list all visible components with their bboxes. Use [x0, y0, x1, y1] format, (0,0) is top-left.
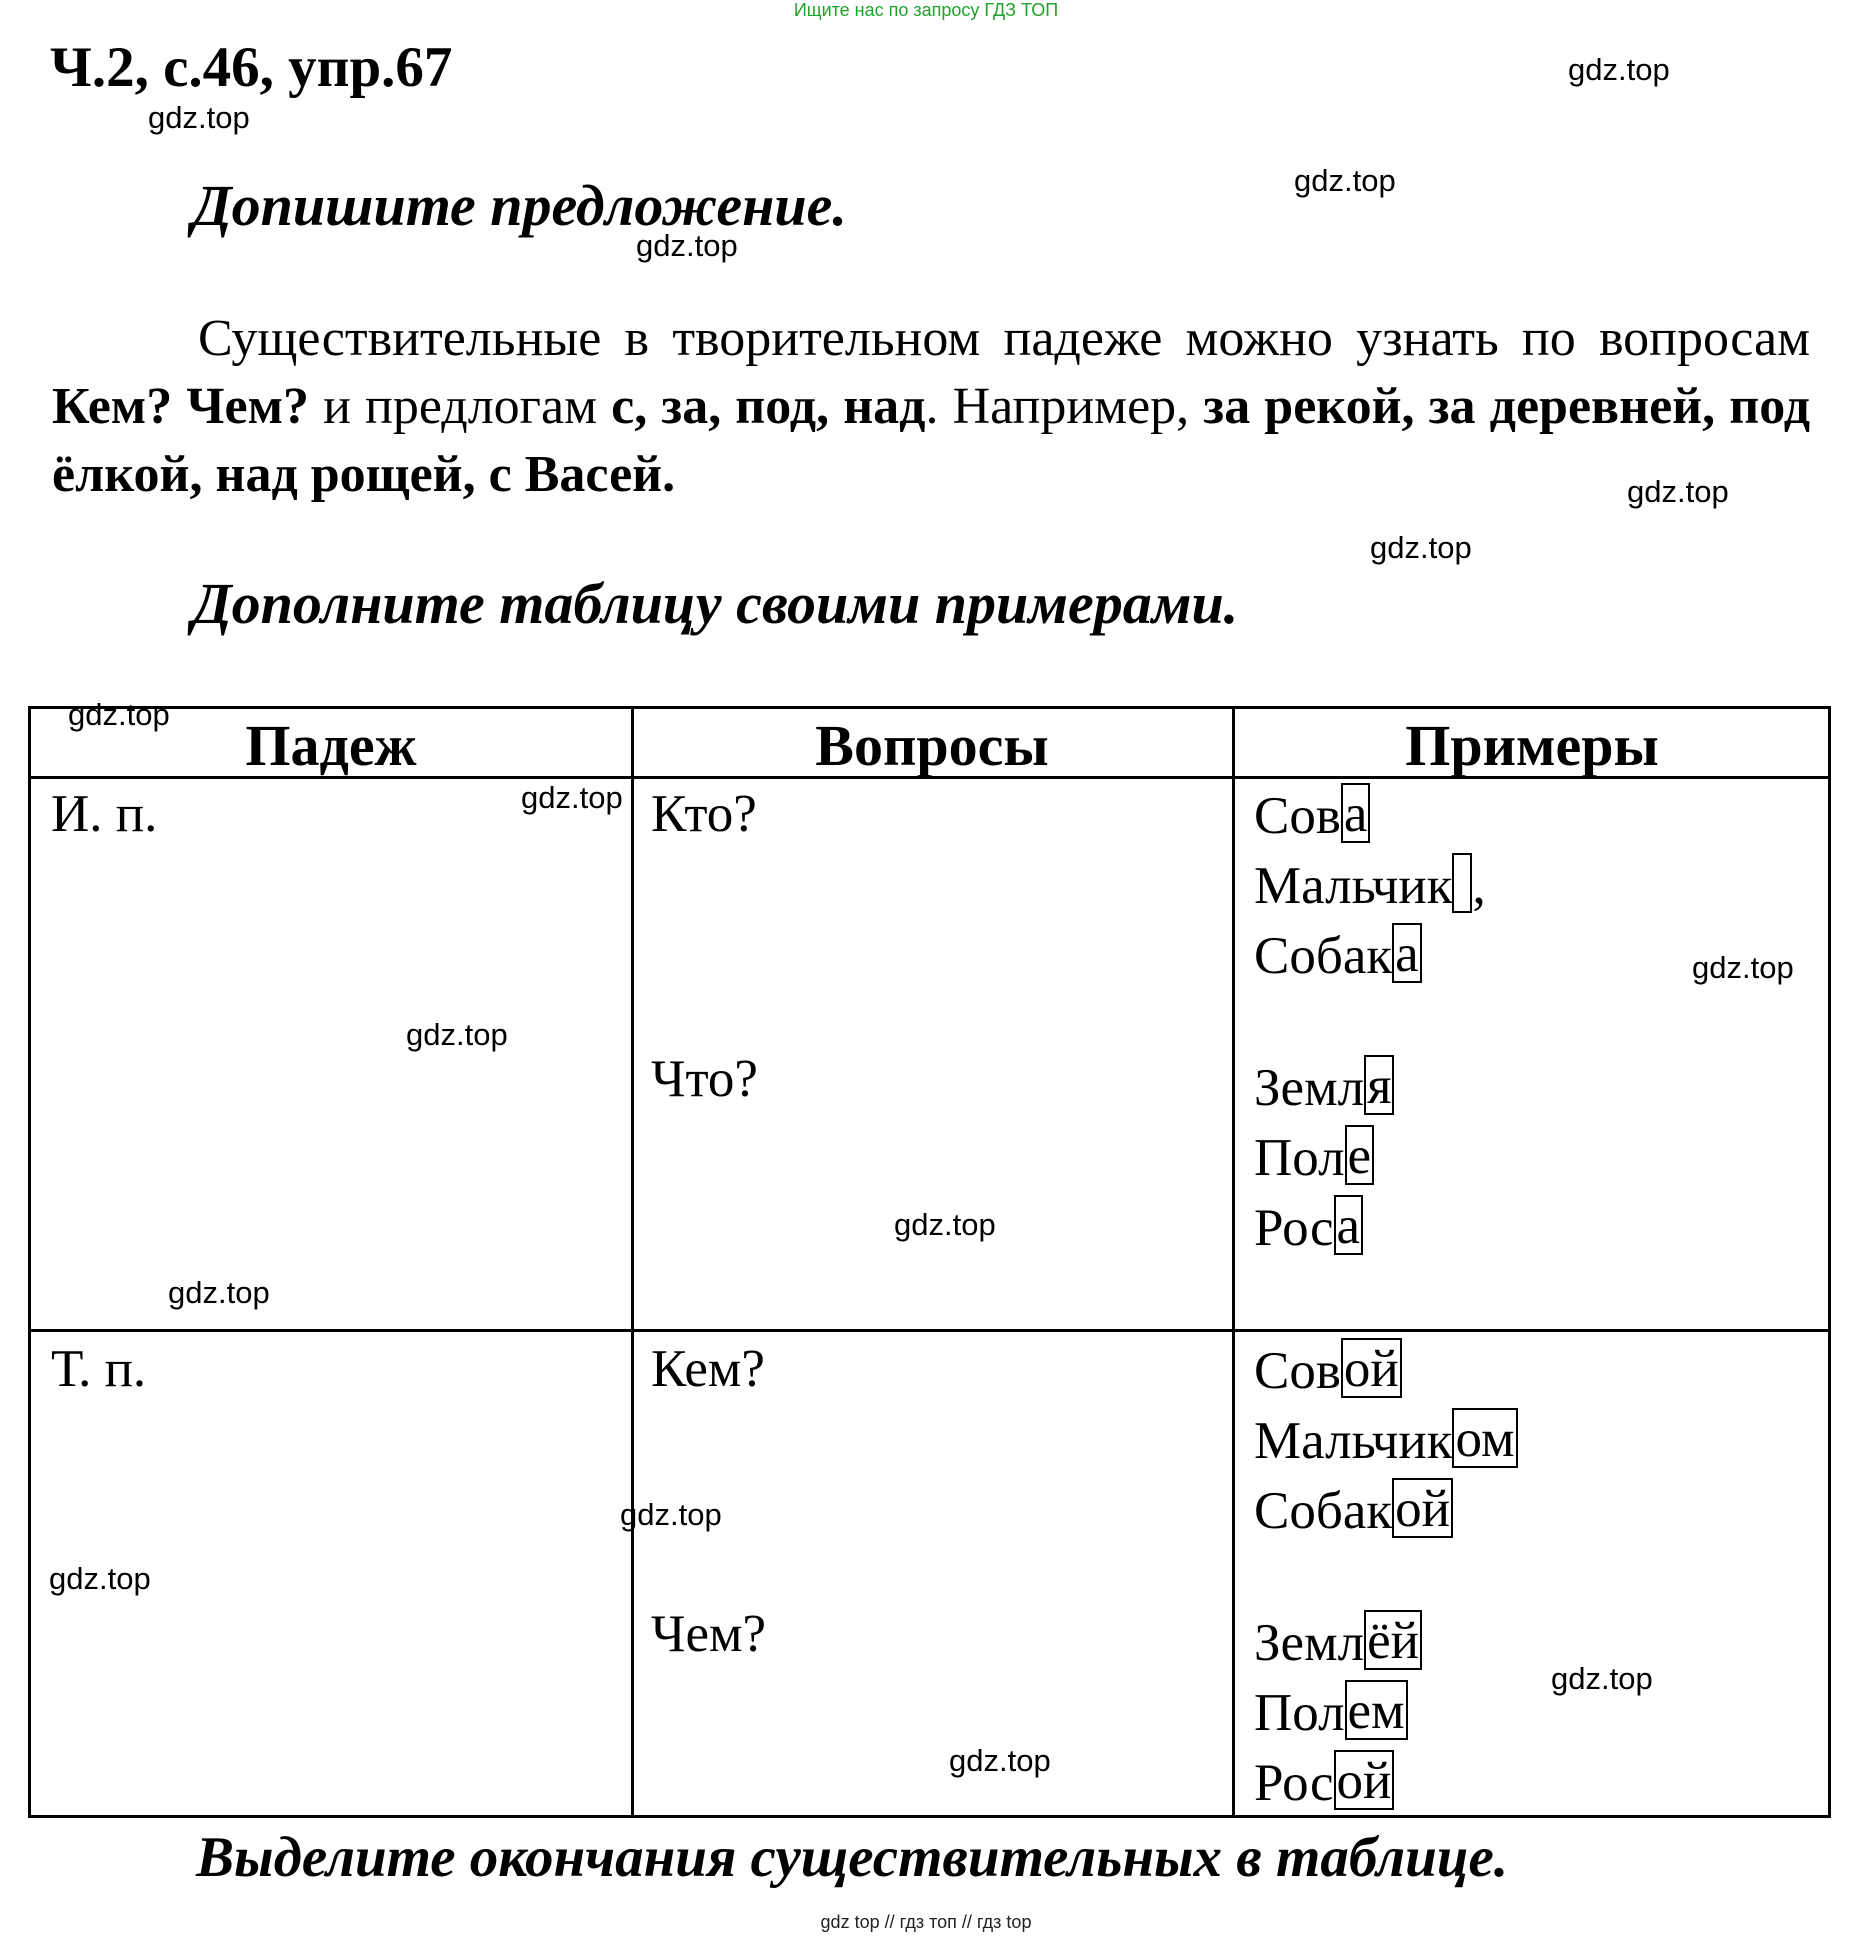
paragraph-bold-prepositions: с, за, под, над — [611, 378, 926, 435]
watermark: gdz.top — [620, 1497, 722, 1532]
watermark: gdz.top — [1692, 950, 1794, 985]
header-case: Падеж — [245, 713, 417, 778]
cases-table — [28, 706, 1831, 1818]
watermark: gdz.top — [1627, 474, 1729, 509]
question-what-nom: Что? — [651, 1050, 758, 1108]
watermark: gdz.top — [1294, 163, 1396, 198]
page-title: Ч.2, с.46, упр.67 — [50, 36, 453, 99]
paragraph-bold-examples: за рекой, за деревней, под ёлкой, над рощей, с Васей. — [52, 378, 1811, 503]
table-divider-col2 — [1232, 709, 1235, 1815]
examples-nom-inanimate — [1254, 1053, 1394, 1263]
table-divider-row — [31, 1329, 1828, 1332]
question-whom-instr: Кем? — [651, 1340, 765, 1398]
watermark: gdz.top — [1568, 52, 1670, 87]
bottom-banner: gdz top // гдз топ // гдз top — [820, 1912, 1032, 1932]
task-heading-fill-table: Дополните таблицу своими примерами. — [192, 571, 1239, 636]
case-instrumental: Т. п. — [51, 1340, 147, 1398]
example-word: Росой — [1254, 1748, 1422, 1818]
watermark: gdz.top — [49, 1561, 151, 1596]
example-word: Мальчиком — [1254, 1406, 1518, 1476]
watermark: gdz.top — [1551, 1661, 1653, 1696]
header-examples: Примеры — [1405, 713, 1659, 778]
example-word: Роса — [1254, 1193, 1394, 1263]
example-word: Поле — [1254, 1123, 1394, 1193]
header-questions: Вопросы — [815, 713, 1049, 778]
watermark: gdz.top — [1370, 530, 1472, 565]
ending-box — [1452, 853, 1472, 913]
ending-box: я — [1364, 1055, 1394, 1115]
top-banner: Ищите нас по запросу ГДЗ ТОП — [793, 0, 1059, 20]
example-word: Сова — [1254, 781, 1486, 851]
ending-box: ем — [1345, 1680, 1408, 1740]
case-nominative: И. п. — [51, 785, 158, 843]
paragraph-bold-questions: Кем? Чем? — [52, 378, 309, 435]
example-word: Собака — [1254, 921, 1486, 991]
question-what-instr: Чем? — [651, 1605, 767, 1663]
paragraph-text-3: . Например, — [925, 378, 1204, 435]
example-word: Совой — [1254, 1336, 1518, 1406]
watermark: gdz.top — [949, 1743, 1051, 1778]
example-word: Собакой — [1254, 1476, 1518, 1546]
task-heading-complete-sentence: Допишите предложение. — [192, 173, 847, 238]
watermark: gdz.top — [521, 780, 623, 815]
question-who-nom: Кто? — [651, 785, 757, 843]
ending-box: ой — [1392, 1478, 1453, 1538]
ending-box: а — [1392, 923, 1422, 983]
watermark: gdz.top — [168, 1275, 270, 1310]
watermark: gdz.top — [894, 1207, 996, 1242]
examples-instr-animate — [1254, 1336, 1518, 1546]
watermark: gdz.top — [406, 1017, 508, 1052]
watermark: gdz.top — [636, 228, 738, 263]
example-word: Мальчик , — [1254, 851, 1486, 921]
examples-nom-animate — [1254, 781, 1486, 991]
table-divider-col1 — [631, 709, 634, 1815]
paragraph-text-1: Существительные в творительном падеже можно узнать по вопросам — [198, 310, 1810, 367]
watermark: gdz.top — [148, 100, 250, 135]
example-word: Землёй — [1254, 1608, 1422, 1678]
rule-paragraph — [52, 305, 1810, 509]
ending-box: е — [1345, 1125, 1375, 1185]
watermark: gdz.top — [68, 697, 170, 732]
example-word: Полем — [1254, 1678, 1422, 1748]
ending-box: а — [1334, 1195, 1364, 1255]
ending-box: ой — [1334, 1750, 1395, 1810]
ending-box: а — [1341, 783, 1371, 843]
ending-box: ой — [1341, 1338, 1402, 1398]
ending-box: ом — [1452, 1408, 1517, 1468]
ending-box: ёй — [1364, 1610, 1422, 1670]
examples-instr-inanimate — [1254, 1608, 1422, 1818]
example-word: Земля — [1254, 1053, 1394, 1123]
paragraph-text-2: и предлогам — [309, 378, 612, 435]
task-heading-highlight-endings: Выделите окончания существительных в таблице. — [196, 1826, 1509, 1889]
